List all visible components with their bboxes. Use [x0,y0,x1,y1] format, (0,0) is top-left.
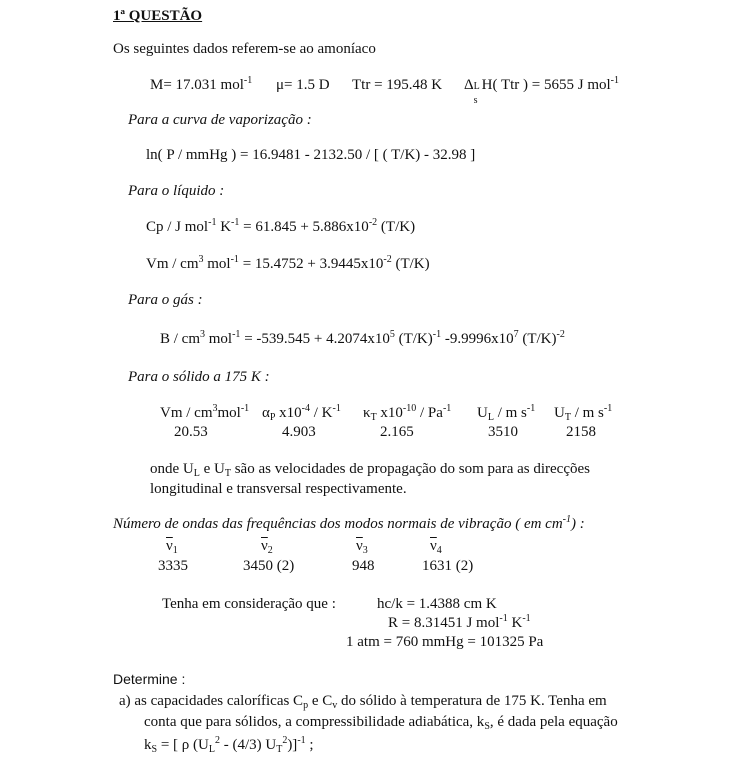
dipole-moment: μ= 1.5 D [276,77,330,93]
sound-velocity-note-line2: longitudinal e transversal respectivamente. [150,481,407,497]
molar-mass: M= 17.031 mol$^{-1}$ [150,75,253,93]
solid-heading: Para o sólido a 175 K : [128,369,270,385]
mode-nu4-value: 1631 (2) [422,558,474,574]
item-a-line3: $k_S$ = [ ρ ($U_L^2 - (4/3)$ $U_T^2)]^{-1}$ ; [144,735,314,755]
solid-value-ut: 2158 [566,424,596,440]
gas-heading: Para o gás : [128,292,203,308]
mode-nu4-symbol: $\overline{\nu}_4$ [430,538,442,556]
solid-header-alpha: $\alpha_P$ $x10^{-4} / K^{-1}$ [262,403,341,423]
sublimation-enthalpy: Δ L s H( Ttr ) = 5655 J mol$^{-1}$ [464,75,620,106]
solid-header-vm: Vm / $cm^3mol^{-1}$ [160,403,250,421]
solid-header-ul: $U_L$ / m $s^{-1}$ [477,403,536,423]
item-a-line2: conta que para sólidos, a compressibilidade adiabática, $k_S$, é dada pela equação [144,714,618,732]
solid-header-ut: $U_T$ / m $s^{-1}$ [554,403,613,423]
mode-nu3-value: 948 [352,558,375,574]
solid-value-ul: 3510 [488,424,518,440]
liquid-vm-equation: Vm / $cm^3$ $mol^{-1} = 15.4752 + 3.9445x10^{-2}$ (T/K) [146,254,430,272]
liquid-cp-equation: Cp / J mol$^{-1}$ $K^{-1} = 61.845 + 5.886x10^{-2}$ (T/K) [146,217,416,235]
mode-nu1-value: 3335 [158,558,188,574]
gas-virial-equation: B / $cm^3$ $mol^{-1} = -539.545 + 4.2074x10^5$ $(T/K)^{-1}$ $-9.9996x10^7$ $(T/K)^{-2}$ [160,329,565,347]
solid-value-alpha: 4.903 [282,424,316,440]
vaporization-equation: ln( P / mmHg ) = 16.9481 - 2132.50 / [ ( T/K) - 32.98 ] [146,147,476,163]
consider-label: Tenha em consideração que : [162,596,336,612]
determine-label: Determine : [113,671,186,687]
question-title: 1ª QUESTÃO [113,8,203,24]
mode-nu2-symbol: $\overline{\nu}_2$ [261,538,273,556]
mode-nu3-symbol: $\overline{\nu}_3$ [356,538,368,556]
solid-value-vm: 20.53 [174,424,208,440]
atm-conversion: 1 atm = 760 mmHg = 101325 Pa [346,634,544,650]
triple-point-temperature: Ttr = 195.48 K [352,77,443,93]
vaporization-heading: Para a curva de vaporização : [128,112,312,128]
intro-text: Os seguintes dados referem-se ao amoníaco [113,41,376,57]
gas-constant: R = 8.31451 J mol$^{-1}$ $K^{-1}$ [388,613,531,631]
liquid-heading: Para o líquido : [128,183,225,199]
mode-nu2-value: 3450 (2) [243,558,295,574]
wavenumbers-heading: Número de ondas das frequências dos modos normais de vibração ( em $cm^{-1}$) : [113,514,585,532]
solid-header-kappa: $\kappa_T$ $x10^{-10} / Pa^{-1}$ [363,403,452,423]
mode-nu1-symbol: $\overline{\nu}_1$ [166,538,178,556]
sound-velocity-note-line1: onde $U_L$ e $U_T$ são as velocidades de propagação do som para as direcções [150,461,590,479]
hck-constant: hc/k = 1.4388 cm K [377,596,497,612]
item-a-line1: a) as capacidades caloríficas $C_p$ e $C_v$ do sólido à temperatura de 175 K. Tenha em [119,693,607,711]
solid-value-kappa: 2.165 [380,424,414,440]
